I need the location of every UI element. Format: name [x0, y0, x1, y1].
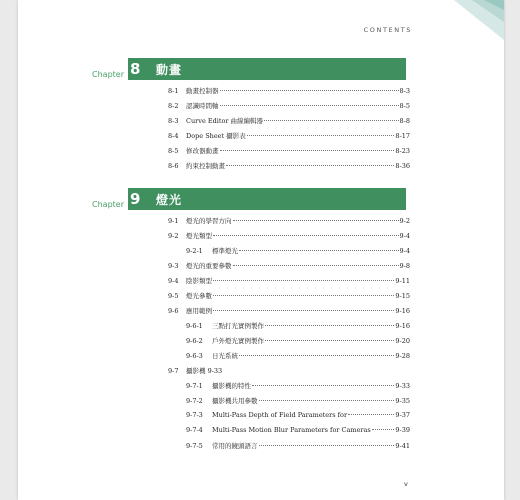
- chapter-title-bar: [148, 188, 406, 210]
- toc-entry-number: 8-6: [168, 162, 179, 170]
- toc-entry-title: 攝影機共用參數: [212, 397, 258, 405]
- toc-entry[interactable]: [168, 161, 410, 173]
- chapter-word: Chapter: [92, 200, 124, 209]
- toc-entry-number: 9-3: [168, 262, 179, 270]
- toc-subentry[interactable]: [186, 396, 410, 408]
- toc-entry[interactable]: [168, 86, 410, 98]
- toc-entry-number: 8-2: [168, 102, 179, 110]
- toc-entry[interactable]: [168, 101, 410, 113]
- toc-entry-number: 8-3: [168, 117, 179, 125]
- toc-entry-page: 8-17: [395, 132, 410, 140]
- dot-leader: [220, 105, 399, 106]
- toc-entry-title: Multi-Pass Motion Blur Parameters for Cameras: [212, 426, 371, 434]
- chapter-8-heading: [92, 58, 406, 80]
- chapter-number: 9: [130, 190, 141, 208]
- toc-subentry[interactable]: [186, 321, 410, 333]
- dot-leader: [239, 250, 399, 251]
- toc-entry-title: 修改器動畫: [186, 147, 219, 155]
- toc-subentry[interactable]: [186, 336, 410, 348]
- dot-leader: [239, 355, 394, 356]
- toc-entry-page: 9-20: [395, 337, 410, 345]
- toc-entry-title: 燈光參數: [186, 292, 212, 300]
- toc-entry-page: 9-28: [395, 352, 410, 360]
- toc-entry-number: 8-4: [168, 132, 179, 140]
- dot-leader: [265, 325, 394, 326]
- dot-leader: [220, 150, 395, 151]
- toc-entry-title: 燈光類型: [186, 232, 212, 240]
- toc-entry-number: 9-7-5: [186, 442, 203, 450]
- dot-leader: [264, 120, 398, 121]
- toc-entry-page: 9-8: [399, 262, 410, 270]
- toc-entry-number: 9-2: [168, 232, 179, 240]
- toc-entry-number: 9-6-2: [186, 337, 203, 345]
- corner-decoration: [414, 0, 504, 40]
- toc-entry-page: 9-16: [395, 322, 410, 330]
- toc-entry-number: 9-1: [168, 217, 179, 225]
- toc-entry[interactable]: [168, 261, 410, 273]
- toc-entry-number: 8-1: [168, 87, 179, 95]
- contents-header: CONTENTS: [363, 26, 412, 34]
- toc-entry-page: 8-8: [399, 117, 410, 125]
- toc-entry-number: 9-5: [168, 292, 179, 300]
- dot-leader: [213, 235, 399, 236]
- toc-entry-page: 9-33: [395, 382, 410, 390]
- dot-leader: [259, 445, 395, 446]
- toc-entry-page: 9-4: [399, 232, 410, 240]
- toc-entry-number: 9-7-1: [186, 382, 203, 390]
- toc-subentry[interactable]: [186, 441, 410, 453]
- toc-entry[interactable]: [168, 231, 410, 243]
- toc-entry-number: 9-6: [168, 307, 179, 315]
- dot-leader: [247, 135, 395, 136]
- dot-leader: [259, 400, 395, 401]
- toc-entry[interactable]: [168, 116, 410, 128]
- dot-leader: [213, 295, 394, 296]
- chapter-title-bar: [148, 58, 406, 80]
- toc-entry-title: Multi-Pass Depth of Field Parameters for: [212, 411, 348, 419]
- toc-entry-page: 8-23: [395, 147, 410, 155]
- toc-entry-page: 8-3: [399, 87, 410, 95]
- chapter-title: 動畫: [156, 63, 183, 77]
- toc-subentry[interactable]: [186, 351, 410, 363]
- chapter-title: 燈光: [156, 193, 183, 207]
- dot-leader: [252, 385, 394, 386]
- dot-leader: [226, 165, 394, 166]
- toc-subentry[interactable]: [186, 381, 410, 393]
- toc-entry-title: 常用的鏡頭語言: [212, 442, 258, 450]
- toc-entry-page: 8-36: [395, 162, 410, 170]
- chapter-number-box: [128, 188, 148, 210]
- toc-entry-title: 陰影類型: [186, 277, 212, 285]
- toc-entry-title: 認識時間軸: [186, 102, 219, 110]
- toc-entry-page: 9-37: [395, 411, 410, 419]
- toc-entry[interactable]: [168, 131, 410, 143]
- chapter-9-heading: [92, 188, 406, 210]
- toc-entry-title: 日光系統: [212, 352, 238, 360]
- chapter-number: 8: [130, 60, 141, 78]
- toc-entry-number: 9-4: [168, 277, 179, 285]
- toc-entry[interactable]: [168, 146, 410, 158]
- toc-entry[interactable]: [168, 306, 410, 318]
- toc-entry-number: 9-7: [168, 367, 179, 375]
- toc-entry-page: 9-41: [395, 442, 410, 450]
- dot-leader: [265, 340, 394, 341]
- toc-entry-title: 攝影機的特性: [212, 382, 251, 390]
- toc-subentry[interactable]: [186, 426, 410, 438]
- document-page: [18, 0, 504, 500]
- toc-entry-number: 9-6-3: [186, 352, 203, 360]
- dot-leader: [348, 414, 394, 415]
- dot-leader: [213, 310, 394, 311]
- toc-entry-page: 9-15: [395, 292, 410, 300]
- toc-entry-title: Curve Editor 曲線編輯器: [186, 117, 264, 125]
- toc-entry-number: 9-7-4: [186, 426, 203, 434]
- toc-entry[interactable]: [168, 366, 410, 378]
- toc-entry-title: 標準燈光: [212, 247, 238, 255]
- dot-leader: [213, 280, 394, 281]
- toc-entry-title: 戶外燈光實例製作: [212, 337, 264, 345]
- dot-leader: [233, 220, 399, 221]
- chapter-number-box: [128, 58, 148, 80]
- toc-entry[interactable]: [168, 216, 410, 228]
- toc-entry-number: 8-5: [168, 147, 179, 155]
- toc-entry-page: 9-39: [395, 426, 410, 434]
- toc-entry-title: 應用範例: [186, 307, 212, 315]
- dot-leader: [220, 90, 399, 91]
- chapter-word: Chapter: [92, 70, 124, 79]
- toc-entry-page: 9-2: [399, 217, 410, 225]
- toc-entry-title: 燈光的重要參數: [186, 262, 232, 270]
- dot-leader: [233, 265, 399, 266]
- toc-entry-page: 9-16: [395, 307, 410, 315]
- toc-subentry[interactable]: [186, 411, 410, 423]
- toc-entry-number: 9-7-2: [186, 397, 203, 405]
- toc-entry[interactable]: [168, 291, 410, 303]
- toc-entry-page: 9-35: [395, 397, 410, 405]
- toc-subentry[interactable]: [186, 246, 410, 258]
- toc-entry-title: 攝影機 9-33: [186, 367, 223, 375]
- toc-entry-number: 9-6-1: [186, 322, 203, 330]
- toc-entry-title: Dope Sheet 攝影表: [186, 132, 246, 140]
- page-number: v: [404, 480, 408, 488]
- toc-entry-number: 9-7-3: [186, 411, 203, 419]
- toc-entry-page: 8-5: [399, 102, 410, 110]
- dot-leader: [372, 429, 395, 430]
- toc-entry-page: 9-11: [395, 277, 410, 285]
- toc-entry-page: 9-4: [399, 247, 410, 255]
- toc-entry-number: 9-2-1: [186, 247, 203, 255]
- toc-entry[interactable]: [168, 276, 410, 288]
- toc-entry-title: 動畫控制器: [186, 87, 219, 95]
- toc-entry-title: 燈光的學習方向: [186, 217, 232, 225]
- toc-entry-title: 約束控制動畫: [186, 162, 225, 170]
- toc-entry-title: 三點打光實例製作: [212, 322, 264, 330]
